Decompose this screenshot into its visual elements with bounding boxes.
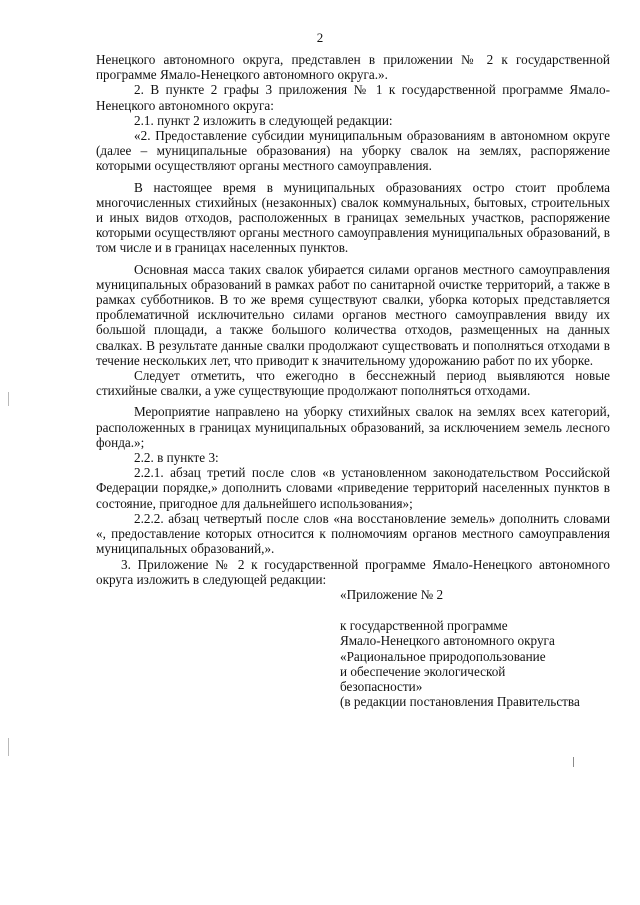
paragraph-quoted-item-2: «2. Предоставление субсидии муниципальным образованиям в автономном округе (далее – муниципальные образования) на уборку свалок на землях, распоряжение которыми осуществляют органы местного самоуправления. bbox=[96, 128, 610, 174]
appendix-caption-line: к государственной программе bbox=[340, 618, 508, 634]
paragraph-item-2-2-2: 2.2.2. абзац четвертый после слов «на восстановление земель» дополнить словами «, предоставление которых относится к полномочиям органов местного самоуправления муниципальных образований,». bbox=[96, 510, 610, 557]
paragraph-measure-purpose: Мероприятие направлено на уборку стихийных свалок на землях всех категорий, расположенных в границах муниципальных образований, за исключением земель лесного фонда.»; bbox=[96, 404, 610, 450]
appendix-caption-line: безопасности» bbox=[340, 678, 423, 694]
paragraph-item-2-1: 2.1. пункт 2 изложить в следующей редакции: bbox=[134, 112, 393, 128]
paragraph-continuation: Ненецкого автономного округа, представлен в приложении № 2 к государственной программе Ямало-Ненецкого автономного округа.». bbox=[96, 52, 610, 83]
appendix-caption-line: «Рациональное природопользование bbox=[340, 648, 546, 664]
appendix-caption bbox=[96, 618, 610, 709]
appendix-caption-line: и обеспечение экологической bbox=[340, 663, 506, 679]
paragraph-item-3: 3. Приложение № 2 к государственной программе Ямало-Ненецкого автономного округа изложить в следующей редакции: bbox=[96, 556, 610, 587]
paragraph-item-2: 2. В пункте 2 графы 3 приложения № 1 к государственной программе Ямало-Ненецкого автономного округа: bbox=[96, 82, 610, 113]
scan-margin-mark bbox=[8, 738, 9, 756]
document-body bbox=[96, 52, 610, 709]
paragraph-item-2-2: 2.2. в пункте 3: bbox=[134, 450, 219, 466]
appendix-caption-line: (в редакции постановления Правительства bbox=[340, 694, 580, 710]
appendix-heading: «Приложение № 2 bbox=[340, 586, 444, 602]
appendix-caption-line: Ямало-Ненецкого автономного округа bbox=[340, 633, 555, 649]
scan-margin-mark bbox=[573, 757, 574, 767]
paragraph-cleanup-description: Основная масса таких свалок убирается силами органов местного самоуправления муниципальных образований в рамках работ по санитарной очистке территорий, а также в рамках субботников. В то же время существуют свалки, уборка которых представляется проблематичной исключительно силами органов местного самоуправления ввиду их большой площади, а также большого количества отходов, размещенных на данных свалках. В результате данные свалки продолжают существовать и пополняться отходами в течение нескольких лет, что приводит к значительному удорожанию работ по их уборке. bbox=[96, 261, 610, 368]
paragraph-problem-statement: В настоящее время в муниципальных образованиях остро стоит проблема многочисленных стихийных (незаконных) свалок коммунальных, бытовых, строительных и иных видов отходов, расположенных в границах земельных участков, распоряжение которыми осуществляют органы местного самоуправления муниципальных образований, в том числе и в границах населенных пунктов. bbox=[96, 179, 610, 256]
paragraph-new-dumps: Следует отметить, что ежегодно в бесснежный период выявляются новые стихийные свалки, а уже существующие продолжают пополняться отходами. bbox=[96, 368, 610, 399]
paragraph-item-2-2-1: 2.2.1. абзац третий после слов «в установленном законодательством Российской Федерации порядке,» дополнить словами «приведение территорий населенных пунктов в состояние, пригодное для дальнейшего использования»; bbox=[96, 465, 610, 511]
scan-margin-mark bbox=[8, 392, 9, 406]
page-number: 2 bbox=[316, 30, 324, 45]
